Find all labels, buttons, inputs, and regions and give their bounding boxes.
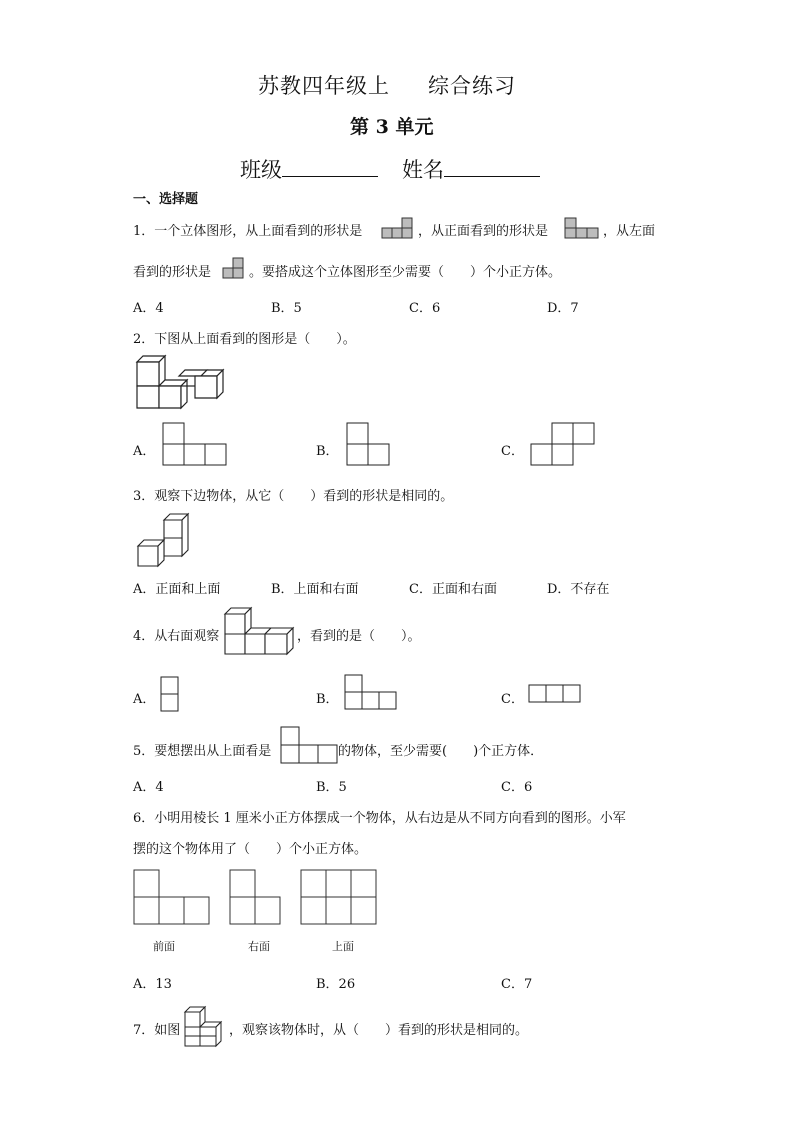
q3-question: 3．观察下边物体，从它（ ）看到的形状是相同的。 (133, 489, 454, 504)
q7-text-b: ，观察该物体时，从（ ）看到的形状是相同的。 (229, 1023, 529, 1038)
q3-option-a[interactable]: A．正面和上面 (133, 582, 221, 597)
q4-option-a-figure[interactable] (160, 676, 180, 712)
q1-text-e: 。要搭成这个立体图形至少需要（ ）个小正方体。 (249, 265, 562, 280)
q1-option-d[interactable]: D．7 (547, 301, 579, 316)
q7-text-a: 7．如图 (133, 1023, 181, 1038)
q6-option-a[interactable]: A．13 (133, 977, 172, 992)
class-name-line (240, 154, 540, 184)
q6-caption-right: 右面 (248, 940, 270, 953)
q2-cube-figure (135, 352, 227, 412)
q4-option-b-figure[interactable] (344, 674, 398, 710)
q5-top-view-figure (280, 726, 340, 766)
q6-text-line2: 摆的这个物体用了（ ）个小正方体。 (133, 842, 368, 857)
q4-option-a[interactable]: A． (133, 692, 156, 707)
q4-option-b[interactable]: B． (316, 692, 339, 707)
class-label: 班级 (240, 158, 282, 182)
q3-cube-figure (136, 512, 194, 570)
q1-option-c[interactable]: C．6 (409, 301, 441, 316)
q1-text-c: ，从左面 (603, 224, 656, 239)
q4-text-a: 4．从右面观察 (133, 629, 220, 644)
q6-text-line1: 6．小明用棱长 1 厘米小正方体摆成一个物体，从右边是从不同方向看到的图形。小军 (133, 811, 626, 826)
q2-option-b[interactable]: B． (316, 444, 339, 459)
q2-option-a-figure[interactable] (162, 422, 228, 468)
q6-option-b[interactable]: B．26 (316, 977, 356, 992)
section-heading: 一、选择题 (133, 192, 199, 207)
q1-text-b: ，从正面看到的形状是 (418, 224, 549, 239)
q6-front-view-figure (133, 869, 213, 927)
q1-option-b[interactable]: B．5 (271, 301, 302, 316)
q3-option-b[interactable]: B．上面和右面 (271, 582, 359, 597)
q2-option-c-figure[interactable] (530, 422, 596, 468)
q3-option-d[interactable]: D．不存在 (547, 582, 610, 597)
q1-line1 (133, 220, 362, 239)
q2-question: 2．下图从上面看到的图形是（ ）。 (133, 332, 356, 347)
q2-option-a[interactable]: A． (133, 444, 156, 459)
q1-front-view-figure (564, 216, 600, 240)
page-title (258, 70, 516, 100)
q7-cube-figure (183, 1004, 227, 1050)
q5-option-c[interactable]: C．6 (501, 780, 533, 795)
name-label: 姓名 (402, 158, 444, 182)
q2-option-b-figure[interactable] (346, 422, 392, 468)
q6-right-view-figure (229, 869, 285, 927)
q6-caption-top: 上面 (332, 940, 354, 953)
q4-option-c-figure[interactable] (528, 684, 582, 704)
q1-text-a: 1．一个立体图形，从上面看到的形状是 (133, 224, 363, 239)
q1-top-view-figure (381, 216, 415, 240)
q4-option-c[interactable]: C． (501, 692, 524, 707)
q5-option-a[interactable]: A．4 (133, 780, 164, 795)
q4-cube-figure (223, 606, 297, 658)
q6-option-c[interactable]: C．7 (501, 977, 533, 992)
q5-option-b[interactable]: B．5 (316, 780, 347, 795)
q5-text-a: 5．要想摆出从上面看是 (133, 744, 272, 759)
q1-option-a[interactable]: A．4 (133, 301, 164, 316)
class-blank[interactable] (282, 156, 378, 177)
q5-text-b: 的物体，至少需要( )个正方体． (338, 744, 544, 759)
unit-title: 第 3 单元 (350, 116, 434, 138)
q2-option-c[interactable]: C． (501, 444, 524, 459)
q1-left-view-figure (222, 256, 246, 280)
name-blank[interactable] (444, 156, 540, 177)
q6-top-view-figure (300, 869, 380, 927)
q6-caption-front: 前面 (153, 940, 175, 953)
title-right: 综合练习 (428, 74, 516, 98)
q1-text-d: 看到的形状是 (133, 265, 212, 280)
q4-text-b: ，看到的是（ ）。 (297, 629, 421, 644)
q3-option-c[interactable]: C．正面和右面 (409, 582, 497, 597)
title-left: 苏教四年级上 (258, 74, 390, 98)
